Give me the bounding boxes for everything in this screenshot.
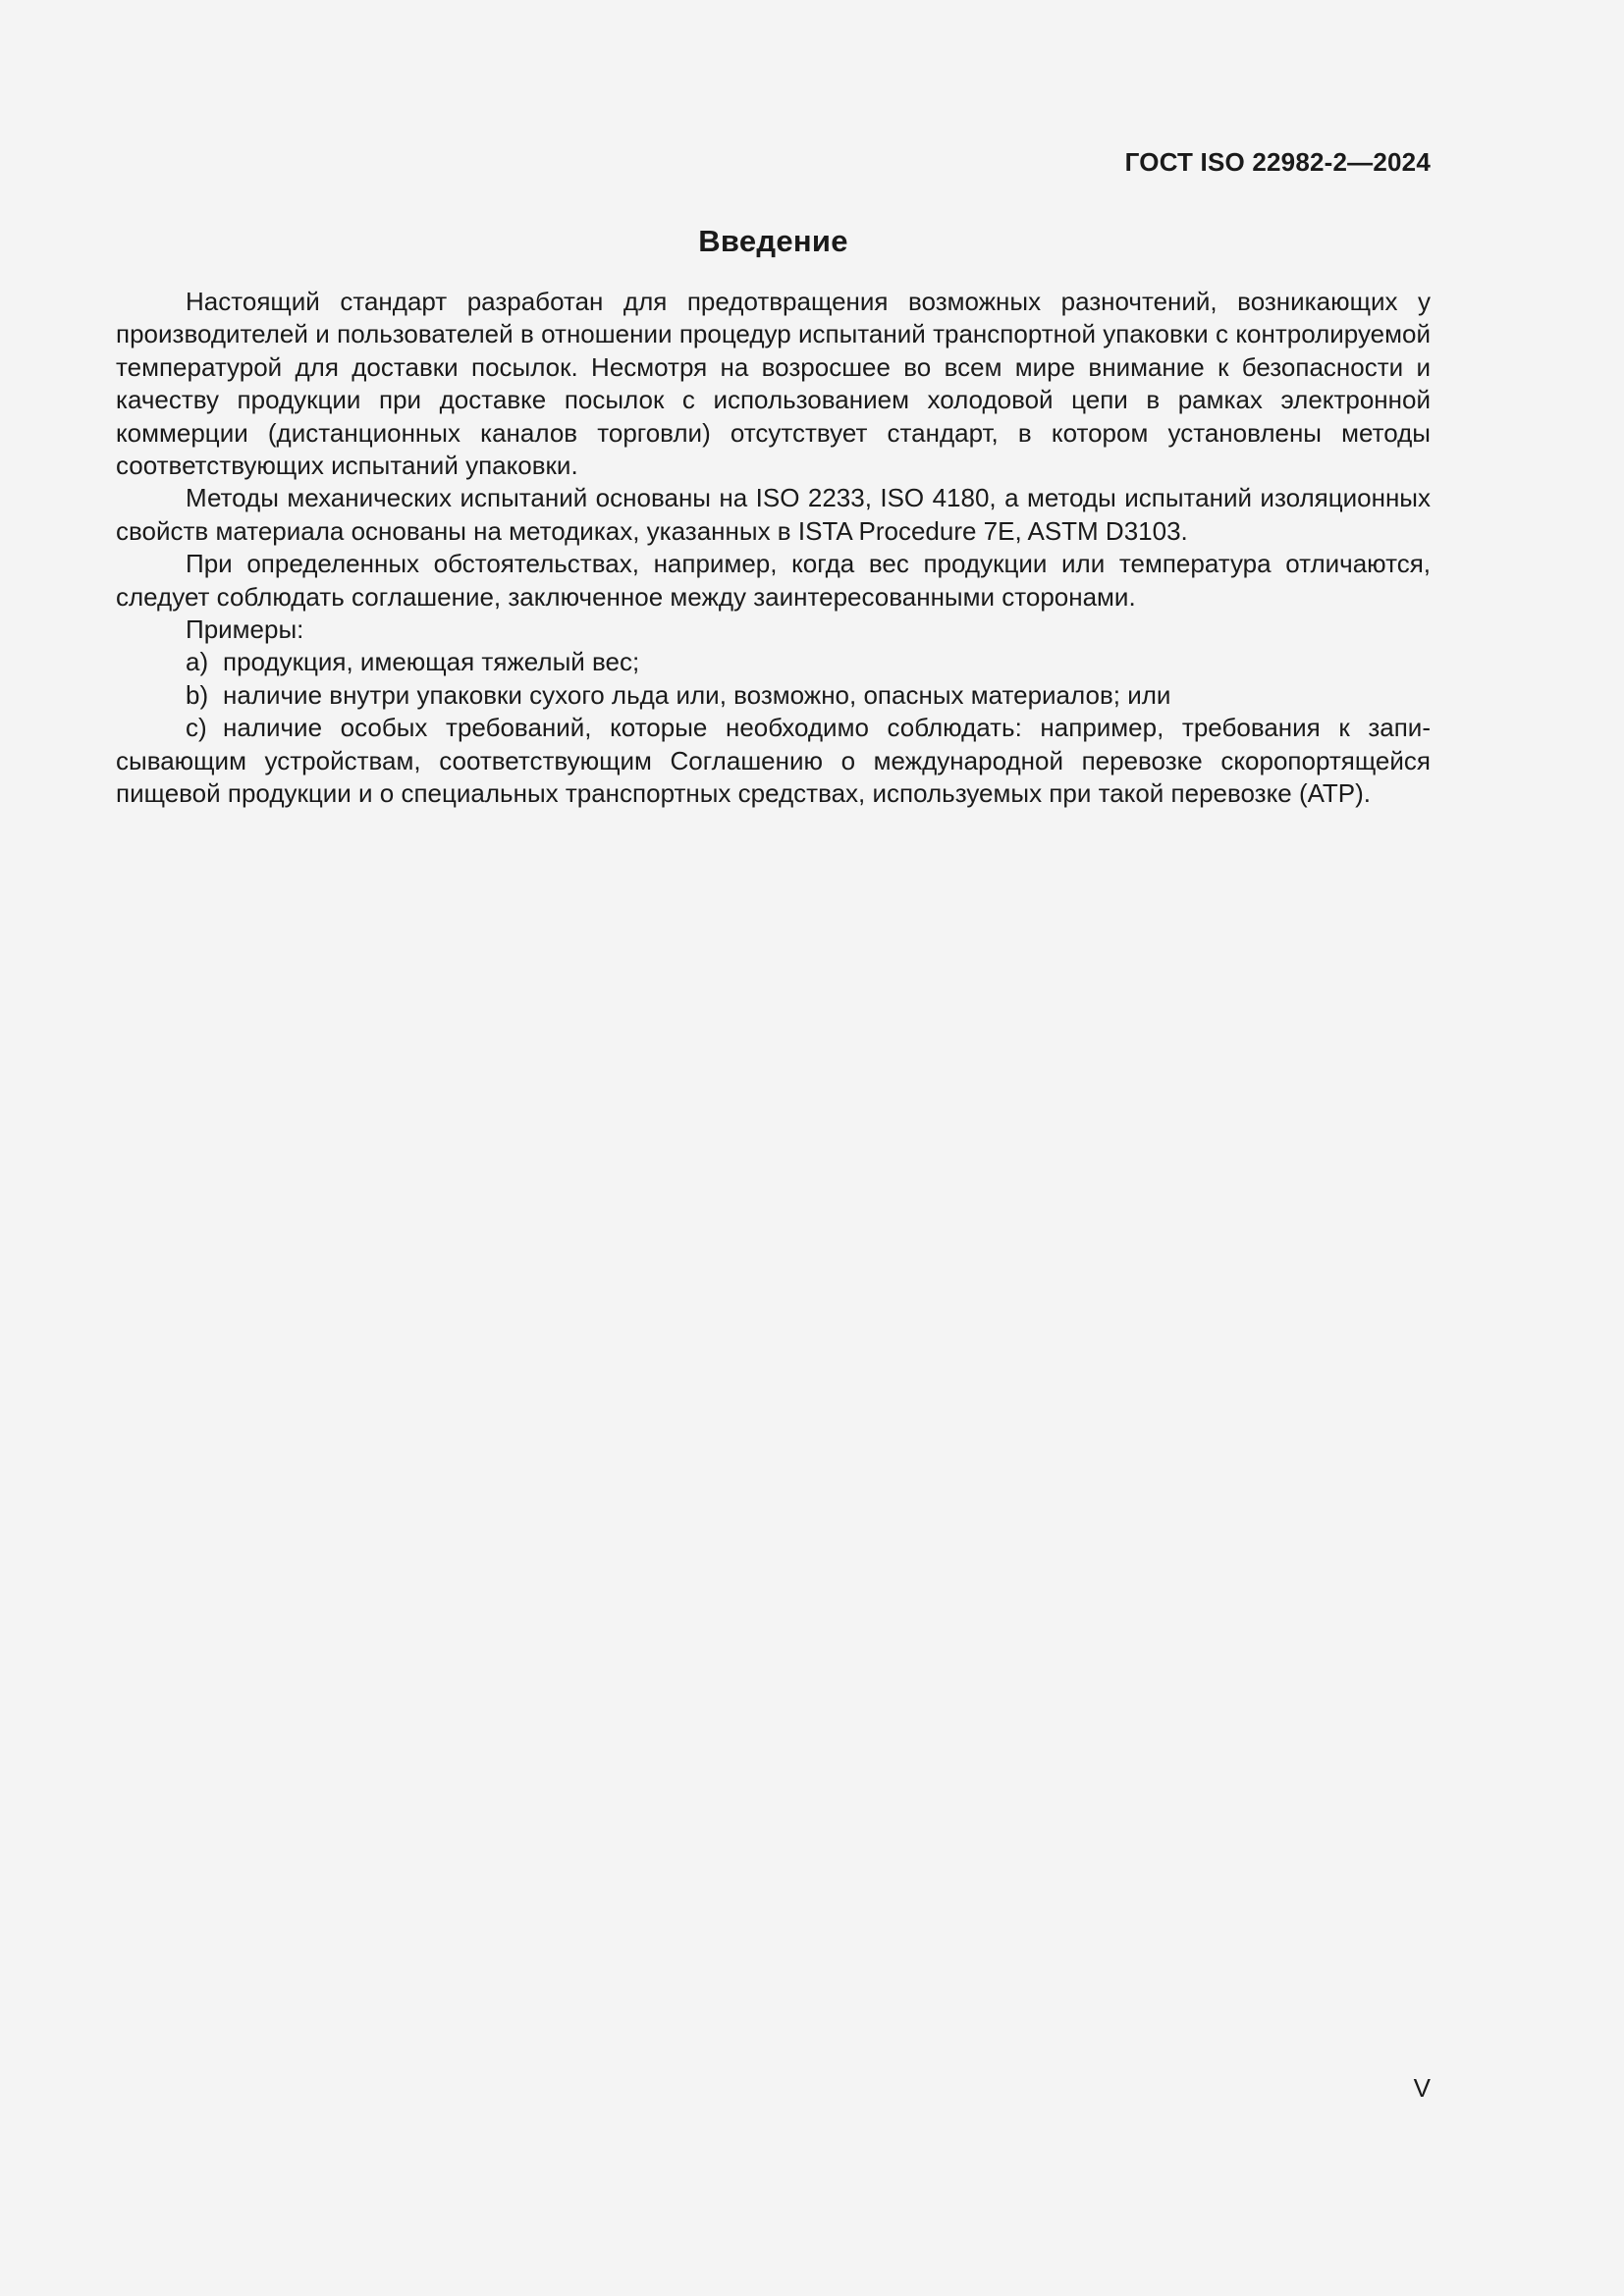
paragraph: При определенных обстоятельствах, например, когда вес продукции или температура отличаются, следует соблюдать соглашение, заключенное между заинтересованными сторонами.: [116, 549, 1431, 612]
list-item: [116, 712, 1431, 810]
page-number: V: [1413, 2073, 1431, 2103]
list-marker: b): [186, 679, 209, 710]
list-item: [116, 679, 1431, 712]
list-marker: c): [186, 713, 207, 743]
document-number: ГОСТ ISO 22982-2—2024: [1124, 147, 1431, 177]
paragraph: Примеры:: [186, 614, 304, 645]
body-text: [116, 286, 1431, 811]
section-title: Введение: [698, 224, 848, 258]
list-item-text: продукция, имеющая тяжелый вес;: [223, 647, 640, 677]
list-item-text: наличие внутри упаковки сухого льда или, возможно, опасных материалов; или: [223, 679, 1171, 710]
list-item: [116, 646, 1431, 678]
list-item-text: наличие особых требований, которые необходимо соблюдать: например, требования к записывающим устройствам, соответствующим Соглашению о международной перевозке скоропортящейся пищевой продукции и о специальных транспортных средствах, используемых при такой перевозке (АТР).: [116, 713, 1431, 809]
paragraph: Методы механических испытаний основаны на ISO 2233, ISO 4180, а методы испытаний изоляционных свойств материала основаны на методиках, указанных в ISTA Procedure 7E, ASTM D3103.: [116, 483, 1431, 546]
paragraph: Настоящий стандарт разработан для предотвращения возможных разночтений, возникающих у производителей и пользователей в отношении процедур испытаний транспортной упаковки с контролируемой температурой для доставки посылок. Несмотря на возросшее во всем мире внимание к безопасности и качеству продукции при доставке посылок с использованием холодовой цепи в рамках электронной коммерции (дистанционных каналов торговли) отсутствует стандарт, в котором установлены методы соответствующих испытаний упаковки.: [116, 287, 1431, 481]
list-marker: a): [186, 647, 209, 677]
